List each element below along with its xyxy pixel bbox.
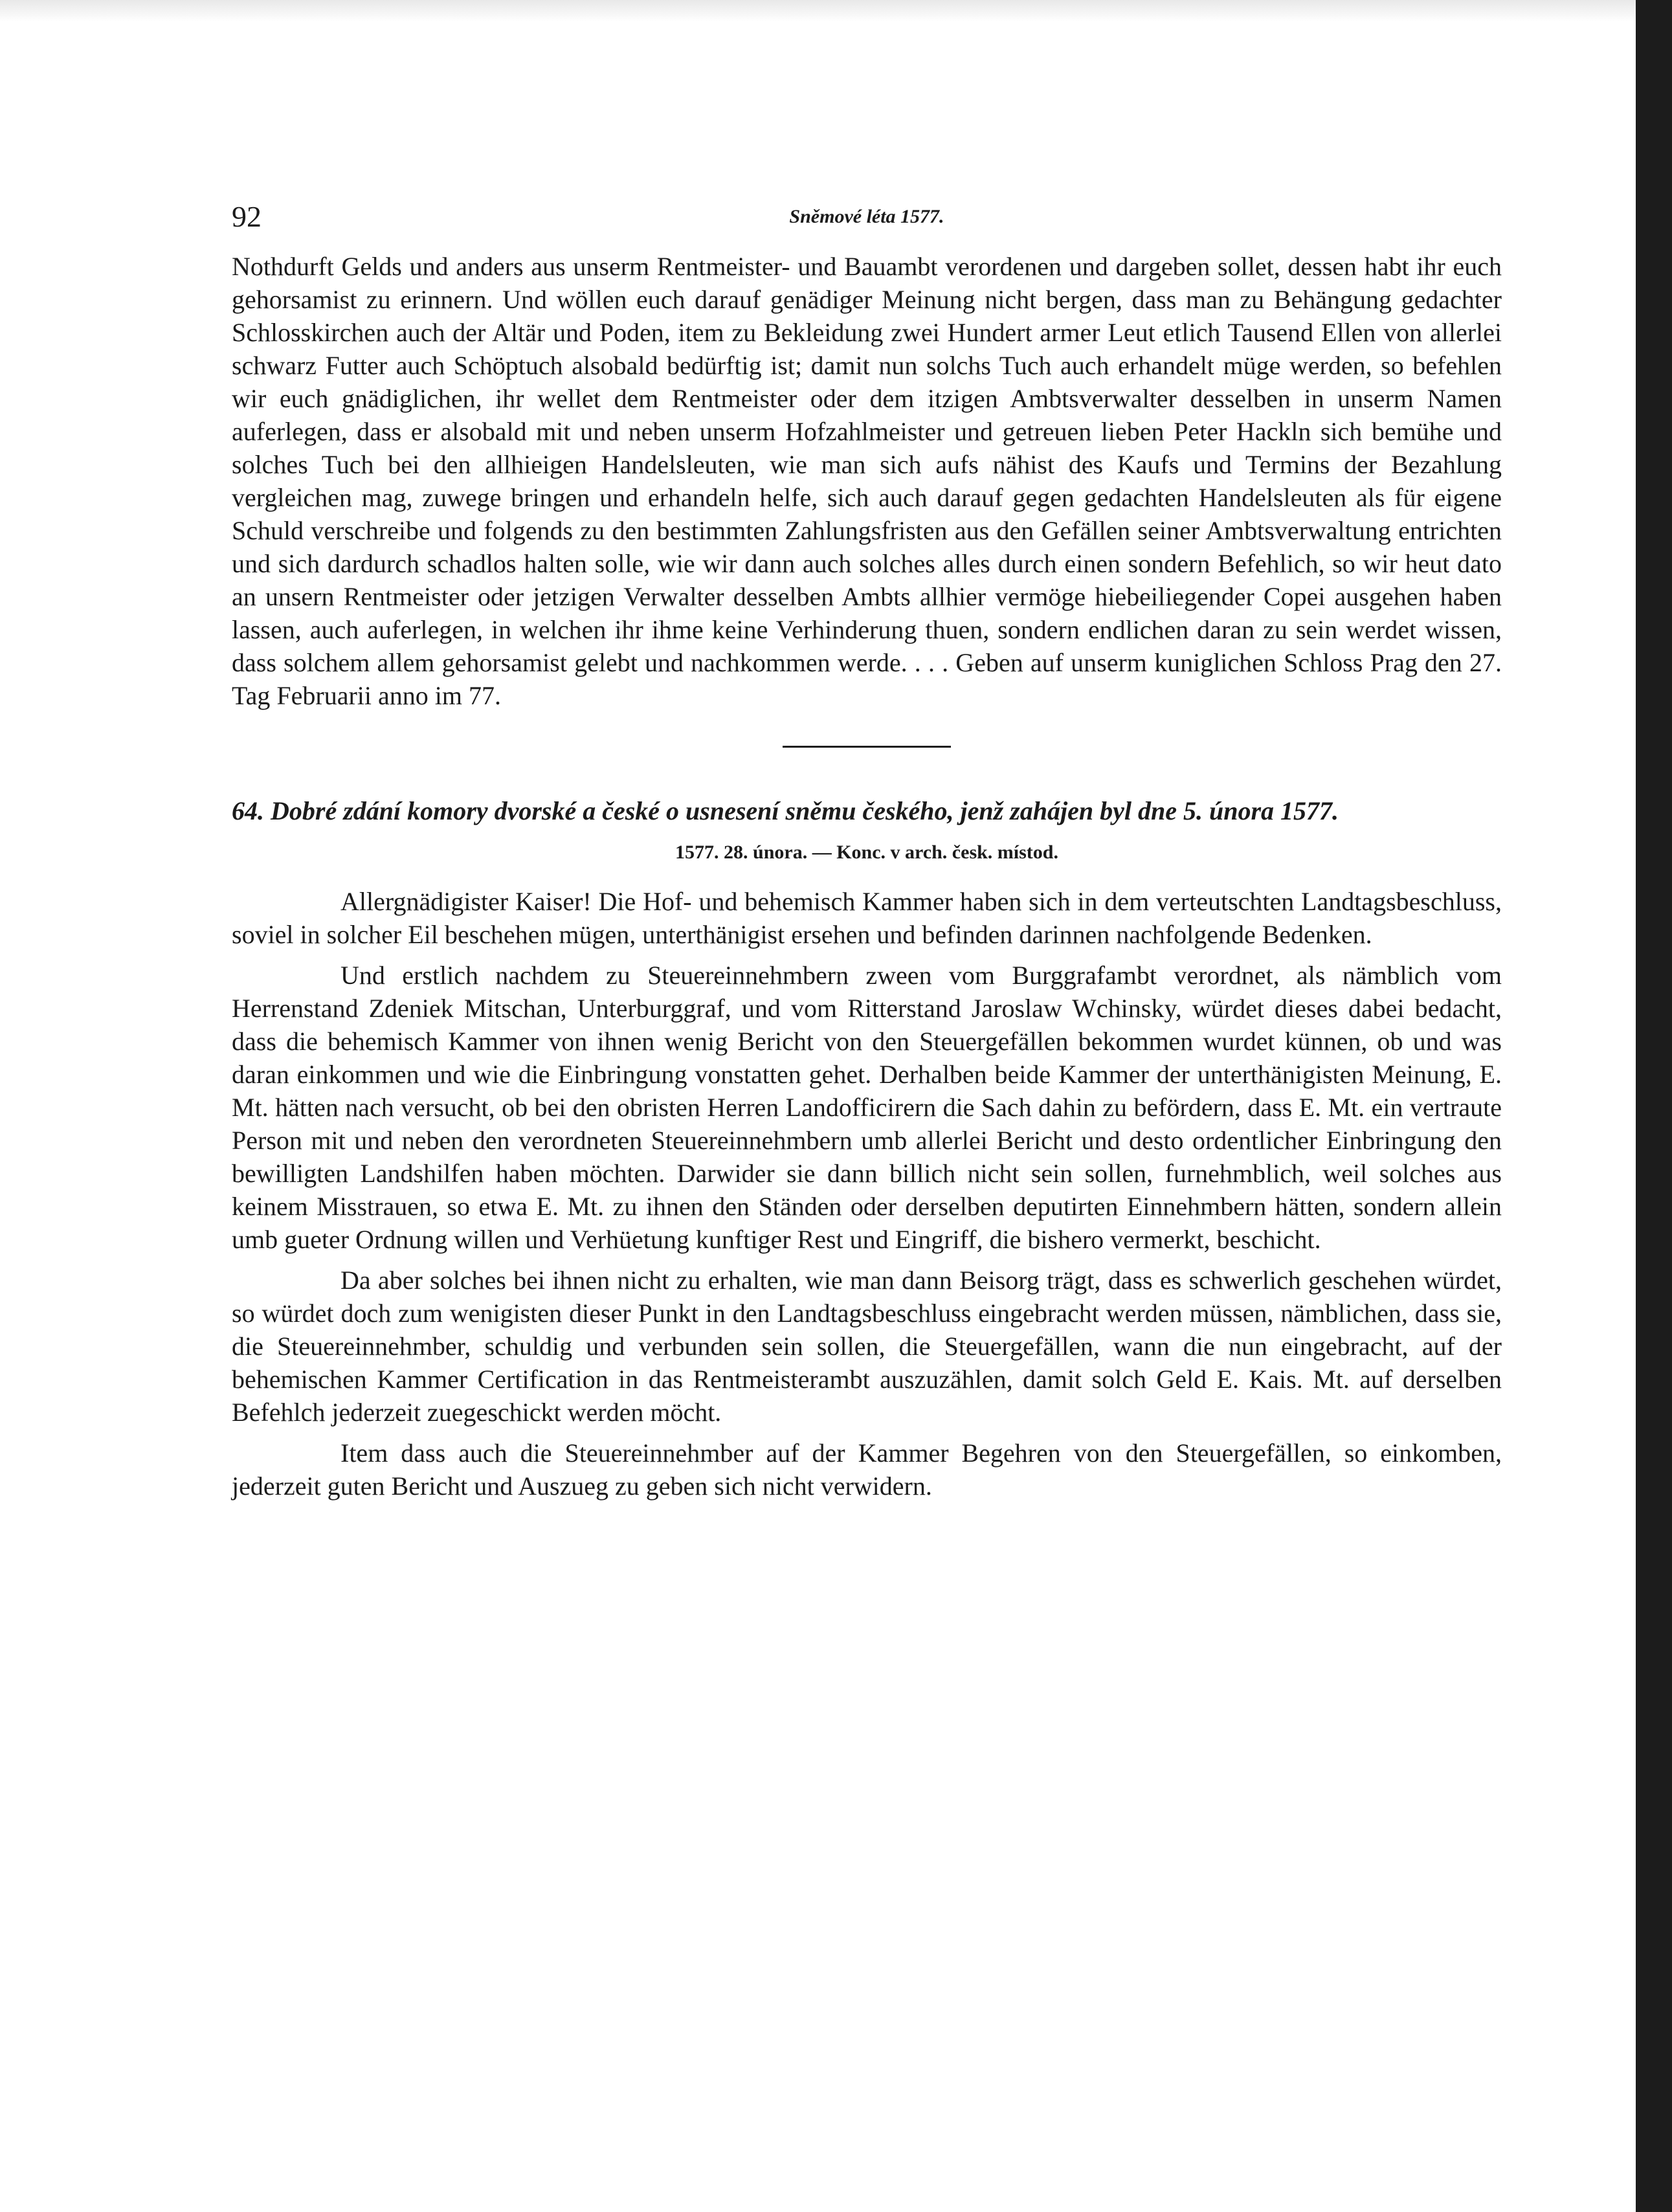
page-number: 92 [232,200,262,233]
section-divider [783,746,951,748]
continued-paragraph: Nothdurft Gelds und anders aus unserm Rentmeister- und Bauambt verordenen und dargeben sollet, dessen habt ihr euch gehorsamist zu erinnern. Und wöllen euch darauf genädiger Meinung nicht bergen, dass man zu Behängung gedachter Schlosskirchen auch der Altär und Poden, item zu Bekleidung zwei Hundert armer Leut etlich Tausend Ellen von allerlei schwarz Futter auch Schöptuch alsobald bedürftig ist; damit nun solchs Tuch auch erhandelt müge werden, so befehlen wir euch gnädiglichen, ihr wellet dem Rentmeister oder dem itzigen Ambtsverwalter desselben in unserm Namen auferlegen, dass er alsobald mit und neben unserm Hofzahlmeister und getreuen lieben Peter Hackln sich bemühe und solches Tuch bei den allhieigen Handelsleuten, wie man sich aufs nähist des Kaufs und Termins der Bezahlung vergleichen mag, zuwege bringen und erhandeln helfe, sich auch darauf gegen gedachten Handelsleuten als für eigene Schuld verschreibe und folgends zu den bestimmten Zahlungsfristen aus den Gefällen seiner Ambtsverwaltung entrichten und sich dardurch schadlos halten solle, wie wir dann auch solches alles durch einen sondern Befehlich, so wir heut dato an unsern Rentmeister oder jetzigen Verwalter desselben Ambts allhier vermöge hiebeiliegender Copei ausgehen haben lassen, auch auferlegen, in welchen ihr ihme keine Verhinderung thuen, sondern endlichen daran zu sein werdet wissen, dass solchem allem gehorsamist gelebt und nachkommen werde. . . . Geben auf unserm kuniglichen Schloss Prag den 27. Tag Februarii anno im 77. [232,252,1502,710]
document-paragraph: Allergnädigister Kaiser! Die Hof- und behemisch Kammer haben sich in dem verteutschten Landtagsbeschluss, soviel in solcher Eil beschehen mügen, unterthänigist ersehen und befinden darinnen nachfolgende Bedenken. [232,887,1502,949]
document-paragraph: Item dass auch die Steuereinnehmber auf der Kammer Begehren von den Steuergefällen, so einkomben, jederzeit guten Bericht und Auszueg zu geben sich nicht verwidern. [232,1438,1502,1501]
scan-edge-shadow [1636,0,1672,2212]
document-paragraph: Und erstlich nachdem zu Steuereinnehmbern zween vom Burggrafambt verordnet, als nämblich vom Herrenstand Zdeniek Mitschan, Unterburggraf, und vom Ritterstand Jaroslaw Wchinsky, würdet dieses dabei bedacht, dass die behemisch Kammer von ihnen wenig Bericht von den Steuergefällen bekommen wurdet künnen, ob und was daran einkommen und wie die Einbringung vonstatten gehet. Derhalben beide Kammer der unterthänigisten Meinung, E. Mt. hätten nach versucht, ob bei den obristen Herren Landofficirern die Sach dahin zu befördern, dass E. Mt. ein vertraute Person mit und neben den verordneten Steuereinnehmbern umb allerlei Bericht und desto ordentlicher Einbringung den bewilligten Landshilfen haben möchten. Darwider sie dann billich nicht sein sollen, furnehmblich, weil solches aus keinem Misstrauen, so etwa E. Mt. zu ihnen den Ständen oder derselben deputirten Einnehmbern hätten, sondern allein umb gueter Ordnung willen und Verhüetung kunftiger Rest und Eingriff, die bishero vermerkt, beschicht. [232,961,1502,1254]
book-page [232,194,1502,1503]
running-title: Sněmové léta 1577. [789,206,944,227]
page-header [232,194,1502,246]
document-title: 64. Dobré zdání komory dvorské a české o usnesení sněmu českého, jenž zahájen byl dne 5. února 1577. [232,796,1339,825]
scan-top-shadow [0,0,1672,22]
document-paragraph: Da aber solches bei ihnen nicht zu erhalten, wie man dann Beisorg trägt, dass es schwerlich geschehen würdet, so würdet doch zum wenigisten dieser Punkt in den Landtagsbeschluss eingebracht werden müssen, nämblichen, dass sie, die Steuereinnehmber, schuldig und verbunden sein sollen, die Steuergefällen, wann die nun eingebracht, auf der behemischen Kammer Certification in das Rentmeisterambt auszuzählen, damit solch Geld E. Kais. Mt. auf derselben Befehlch jederzeit zuegeschickt werden möcht. [232,1266,1502,1427]
document-date-line: 1577. 28. února. — Konc. v arch. česk. místod. [675,842,1058,863]
